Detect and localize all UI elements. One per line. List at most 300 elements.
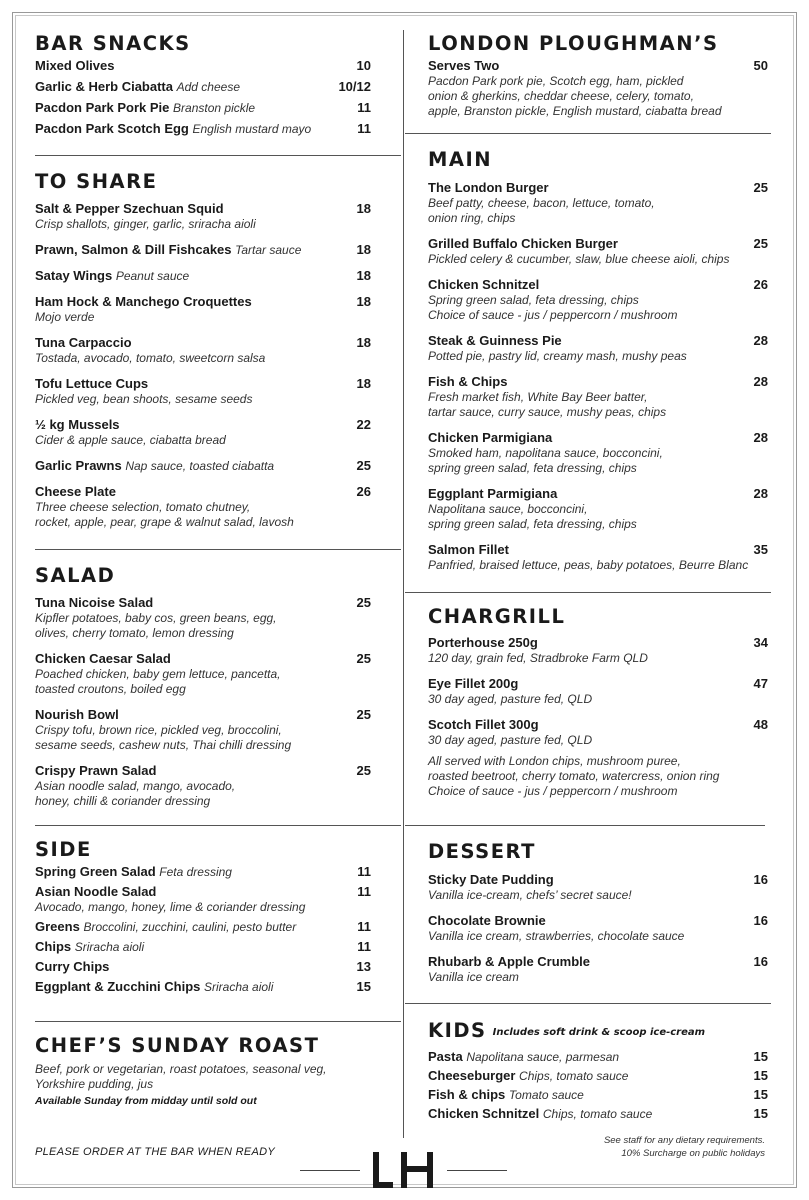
- item-description: apple, Branston pickle, English mustard, ciabatta bread: [428, 104, 722, 118]
- chargrill-note-line: roasted beetroot, cherry tomato, watercress, onion ring: [428, 769, 720, 783]
- item-name: Sticky Date Pudding: [428, 872, 554, 887]
- item-name: Garlic Prawns: [35, 458, 122, 473]
- order-at-bar-note: PLEASE ORDER AT THE BAR WHEN READY: [35, 1146, 276, 1158]
- item-inline-description: Nap sauce, toasted ciabatta: [125, 459, 275, 473]
- item-price: 22: [356, 417, 371, 432]
- item-title: [428, 236, 618, 252]
- item-title: [428, 1106, 652, 1122]
- item-row: [428, 913, 768, 929]
- item-row: [35, 959, 371, 975]
- item-description: spring green salad, feta dressing, chips: [428, 517, 637, 531]
- item-name: Chicken Schnitzel: [428, 1106, 540, 1121]
- item-title: [35, 939, 144, 955]
- section-title: TO SHARE: [35, 170, 158, 193]
- item-row: [35, 919, 371, 935]
- item-inline-description: Feta dressing: [159, 865, 232, 879]
- kids-subtitle: Includes soft drink & scoop ice-cream: [492, 1027, 706, 1038]
- item-title: [428, 374, 507, 390]
- menu-item: [35, 376, 371, 407]
- menu-item: [428, 486, 768, 532]
- item-name: Ham Hock & Manchego Croquettes: [35, 294, 252, 309]
- menu-item: [428, 277, 768, 323]
- item-row: [428, 1068, 768, 1084]
- item-price: 16: [753, 872, 768, 887]
- item-price: 10: [356, 58, 371, 73]
- item-row: [35, 100, 371, 116]
- item-name: Fish & chips: [428, 1087, 506, 1102]
- menu-item: [428, 717, 768, 748]
- chargrill-note-line: All served with London chips, mushroom puree,: [428, 754, 681, 768]
- item-name: Pasta: [428, 1049, 463, 1064]
- item-inline-description: Peanut sauce: [115, 269, 190, 283]
- item-description: Poached chicken, baby gem lettuce, pancetta,: [35, 667, 281, 681]
- dessert-section: [428, 840, 768, 985]
- item-price: 11: [357, 100, 371, 115]
- item-description: Beef patty, cheese, bacon, lettuce, tomato,: [428, 196, 655, 210]
- item-title: [428, 1068, 628, 1084]
- menu-item: [35, 100, 371, 116]
- item-price: 18: [356, 376, 371, 391]
- side-section: [35, 838, 371, 995]
- item-name: Chocolate Brownie: [428, 913, 546, 928]
- dessert-list: [428, 872, 768, 985]
- menu-item: [35, 864, 371, 880]
- item-price: 48: [753, 717, 768, 732]
- salad-list: [35, 595, 371, 809]
- item-name: Cheese Plate: [35, 484, 116, 499]
- item-price: 25: [753, 180, 768, 195]
- item-title: [35, 979, 273, 995]
- menu-item: [35, 294, 371, 325]
- item-title: [428, 635, 538, 651]
- item-title: [428, 676, 518, 692]
- menu-item: [428, 1049, 768, 1065]
- divider-line: [35, 825, 401, 826]
- item-title: [35, 294, 252, 310]
- item-name: Cheeseburger: [428, 1068, 516, 1083]
- item-row: [428, 180, 768, 196]
- item-name: Scotch Fillet 300g: [428, 717, 539, 732]
- divider-line: [35, 1021, 401, 1022]
- item-row: [35, 201, 371, 217]
- section-title: LONDON PLOUGHMAN’S: [428, 32, 719, 55]
- item-row: [35, 121, 371, 137]
- item-row: [428, 676, 768, 692]
- item-name: Grilled Buffalo Chicken Burger: [428, 236, 618, 251]
- item-price: 34: [753, 635, 768, 650]
- item-row: [35, 651, 371, 667]
- item-row: [428, 236, 768, 252]
- item-price: 18: [356, 268, 371, 283]
- menu-item: [35, 458, 371, 474]
- item-price: 11: [357, 121, 371, 136]
- item-title: [428, 542, 509, 558]
- item-row: [35, 884, 371, 900]
- menu-item: [428, 1068, 768, 1084]
- kids-list: [428, 1049, 768, 1122]
- divider-line: [405, 592, 771, 593]
- item-price: 18: [356, 294, 371, 309]
- item-price: 18: [356, 335, 371, 350]
- item-description: 30 day aged, pasture fed, QLD: [428, 733, 593, 747]
- item-title: [428, 333, 562, 349]
- item-description: Vanilla ice cream: [428, 970, 519, 984]
- roast-availability: Available Sunday from midday until sold out: [35, 1095, 257, 1107]
- section-title: CHEF’S SUNDAY ROAST: [35, 1034, 320, 1057]
- divider-line: [405, 825, 765, 826]
- roast-description-line: Yorkshire pudding, jus: [35, 1077, 154, 1091]
- item-name: Garlic & Herb Ciabatta: [35, 79, 173, 94]
- item-title: [428, 180, 549, 196]
- item-description: Pickled celery & cucumber, slaw, blue cheese aioli, chips: [428, 252, 730, 266]
- item-name: Chicken Parmigiana: [428, 430, 553, 445]
- menu-item: [428, 430, 768, 476]
- item-price: 25: [356, 458, 371, 473]
- item-title: [35, 959, 109, 975]
- item-row: [35, 939, 371, 955]
- item-description: olives, cherry tomato, lemon dressing: [35, 626, 234, 640]
- item-price: 35: [753, 542, 768, 557]
- item-price: 25: [356, 651, 371, 666]
- menu-item: [35, 979, 371, 995]
- chargrill-list: [428, 635, 768, 748]
- item-row: [35, 417, 371, 433]
- surcharge-note: 10% Surcharge on public holidays: [621, 1148, 765, 1159]
- item-title: [35, 864, 232, 880]
- section-title: [428, 1019, 768, 1045]
- item-price: 26: [356, 484, 371, 499]
- section-title: DESSERT: [428, 840, 536, 863]
- item-row: [428, 430, 768, 446]
- item-row: [428, 1106, 768, 1122]
- item-price: 11: [357, 919, 371, 934]
- item-price: 15: [356, 979, 371, 994]
- item-title: [35, 376, 148, 392]
- main-section: [428, 148, 768, 573]
- item-name: Spring Green Salad: [35, 864, 156, 879]
- item-inline-description: Tomato sauce: [508, 1088, 584, 1102]
- kids-section: [428, 1019, 768, 1122]
- item-description: Potted pie, pastry lid, creamy mash, mushy peas: [428, 349, 687, 363]
- item-title: [428, 1087, 584, 1103]
- menu-item: [35, 959, 371, 975]
- item-price: 15: [753, 1068, 768, 1083]
- item-row: [35, 484, 371, 500]
- item-description: Napolitana sauce, bocconcini,: [428, 502, 588, 516]
- item-row: [35, 707, 371, 723]
- item-title: [35, 100, 255, 116]
- item-description: Mojo verde: [35, 310, 95, 324]
- item-name: Greens: [35, 919, 80, 934]
- item-inline-description: Chips, tomato sauce: [519, 1069, 629, 1083]
- item-name: Rhubarb & Apple Crumble: [428, 954, 591, 969]
- item-name: Tofu Lettuce Cups: [35, 376, 149, 391]
- menu-item: [428, 954, 768, 985]
- section-title: SALAD: [35, 564, 116, 587]
- item-name: ½ kg Mussels: [35, 417, 120, 432]
- ploughman-section: [428, 32, 768, 119]
- item-name: Eggplant Parmigiana: [428, 486, 558, 501]
- item-name: Fish & Chips: [428, 374, 508, 389]
- roast-description: [35, 1062, 371, 1092]
- menu-item: [35, 484, 371, 530]
- dietary-note: See staff for any dietary requirements.: [603, 1135, 765, 1146]
- item-price: 28: [753, 430, 768, 445]
- item-description: Smoked ham, napolitana sauce, bocconcini,: [428, 446, 663, 460]
- item-inline-description: Add cheese: [176, 80, 241, 94]
- menu-item: [35, 417, 371, 448]
- main-list: [428, 180, 768, 573]
- item-row: [35, 335, 371, 351]
- item-description: Vanilla ice cream, strawberries, chocolate sauce: [428, 929, 685, 943]
- chargrill-note: [428, 754, 768, 799]
- item-title: [35, 919, 296, 935]
- sunday-roast-section: [35, 1034, 371, 1109]
- item-description: 120 day, grain fed, Stradbroke Farm QLD: [428, 651, 648, 665]
- item-title: [35, 335, 132, 351]
- menu-item: [428, 542, 768, 573]
- salad-section: [35, 564, 371, 809]
- chargrill-section: [428, 605, 768, 799]
- item-name: Eye Fillet 200g: [428, 676, 519, 691]
- item-title: [35, 884, 156, 900]
- item-name: Chicken Caesar Salad: [35, 651, 171, 666]
- item-title: [428, 913, 546, 929]
- item-name: Salt & Pepper Szechuan Squid: [35, 201, 224, 216]
- item-description: Spring green salad, feta dressing, chips: [428, 293, 639, 307]
- item-description: 30 day aged, pasture fed, QLD: [428, 692, 593, 706]
- to-share-section: [35, 170, 371, 530]
- item-row: [428, 486, 768, 502]
- item-name: Curry Chips: [35, 959, 110, 974]
- item-price: 25: [356, 595, 371, 610]
- item-name: Chicken Schnitzel: [428, 277, 540, 292]
- item-description: sesame seeds, cashew nuts, Thai chilli dressing: [35, 738, 292, 752]
- section-title: CHARGRILL: [428, 605, 566, 628]
- item-price: 10/12: [338, 79, 371, 94]
- item-description: Tostada, avocado, tomato, sweetcorn salsa: [35, 351, 266, 365]
- item-inline-description: English mustard mayo: [192, 122, 312, 136]
- menu-item: [35, 707, 371, 753]
- item-row: [428, 374, 768, 390]
- item-price: 16: [753, 954, 768, 969]
- chargrill-note-line: Choice of sauce - jus / peppercorn / mushroom: [428, 784, 678, 798]
- item-title: [35, 268, 189, 284]
- item-price: 13: [356, 959, 371, 974]
- item-row: [35, 595, 371, 611]
- item-description: tartar sauce, curry sauce, mushy peas, chips: [428, 405, 667, 419]
- item-row: [35, 268, 371, 284]
- item-inline-description: Napolitana sauce, parmesan: [466, 1050, 620, 1064]
- item-price: 16: [753, 913, 768, 928]
- menu-item: [428, 1087, 768, 1103]
- item-name: Mixed Olives: [35, 58, 115, 73]
- item-title: [428, 430, 552, 446]
- item-description: onion ring, chips: [428, 211, 516, 225]
- menu-item: [428, 58, 768, 119]
- item-name: Tuna Nicoise Salad: [35, 595, 154, 610]
- item-price: 25: [356, 707, 371, 722]
- item-row: [35, 294, 371, 310]
- item-price: 11: [357, 864, 371, 879]
- item-price: 15: [753, 1106, 768, 1121]
- item-description: Avocado, mango, honey, lime & coriander dressing: [35, 900, 306, 914]
- item-title: [428, 717, 539, 733]
- item-inline-description: Sriracha aioli: [204, 980, 274, 994]
- item-description: Three cheese selection, tomato chutney,: [35, 500, 251, 514]
- item-description: honey, chilli & coriander dressing: [35, 794, 211, 808]
- item-row: [35, 864, 371, 880]
- divider-line: [405, 1003, 771, 1004]
- menu-item: [428, 236, 768, 267]
- menu-item: [428, 635, 768, 666]
- item-description: Vanilla ice-cream, chefs’ secret sauce!: [428, 888, 632, 902]
- column-divider: [403, 30, 404, 1138]
- item-name: The London Burger: [428, 180, 549, 195]
- menu-item: [35, 595, 371, 641]
- item-title: [428, 872, 554, 888]
- menu-item: [35, 651, 371, 697]
- bar-snacks-section: [35, 32, 371, 137]
- item-description: Crispy tofu, brown rice, pickled veg, broccolini,: [35, 723, 282, 737]
- item-row: [35, 376, 371, 392]
- section-title: SIDE: [35, 838, 92, 861]
- menu-item: [35, 939, 371, 955]
- lh-monogram-logo: [371, 1150, 437, 1190]
- item-inline-description: Chips, tomato sauce: [542, 1107, 653, 1121]
- item-title: [428, 954, 590, 970]
- item-row: [428, 954, 768, 970]
- item-name: Asian Noodle Salad: [35, 884, 157, 899]
- divider-line: [35, 549, 401, 550]
- item-description: rocket, apple, pear, grape & walnut salad, lavosh: [35, 515, 294, 529]
- menu-item: [35, 201, 371, 232]
- item-name: Nourish Bowl: [35, 707, 119, 722]
- item-description: Pickled veg, bean shoots, sesame seeds: [35, 392, 253, 406]
- logo-rule-left: [300, 1170, 360, 1171]
- menu-item: [35, 121, 371, 137]
- item-title: [35, 595, 153, 611]
- menu-item: [35, 58, 371, 74]
- item-title: [35, 763, 156, 779]
- menu-item: [428, 333, 768, 364]
- divider-line: [35, 155, 401, 156]
- bar-snacks-list: [35, 58, 371, 137]
- menu-item: [35, 335, 371, 366]
- item-title: [35, 417, 120, 433]
- divider-line: [405, 133, 771, 134]
- item-row: [428, 872, 768, 888]
- item-name: Chips: [35, 939, 72, 954]
- menu-item: [35, 763, 371, 809]
- side-list: [35, 864, 371, 995]
- item-name: Pacdon Park Pork Pie: [35, 100, 170, 115]
- item-inline-description: Sriracha aioli: [74, 940, 145, 954]
- item-row: [35, 458, 371, 474]
- item-price: 15: [753, 1087, 768, 1102]
- item-row: [35, 242, 371, 258]
- item-description: Pacdon Park pork pie, Scotch egg, ham, pickled: [428, 74, 684, 88]
- item-price: 28: [753, 486, 768, 501]
- item-price: 11: [357, 939, 371, 954]
- item-description: [428, 74, 768, 119]
- menu-item: [428, 1106, 768, 1122]
- item-price: 26: [753, 277, 768, 292]
- logo-rule-right: [447, 1170, 507, 1171]
- item-title: [35, 58, 114, 74]
- item-title: [428, 1049, 619, 1065]
- item-row: [428, 277, 768, 293]
- item-name: Crispy Prawn Salad: [35, 763, 157, 778]
- item-price: 50: [753, 58, 768, 73]
- item-price: 47: [753, 676, 768, 691]
- item-row: [428, 1049, 768, 1065]
- menu-item: [428, 374, 768, 420]
- menu-item: [35, 79, 371, 95]
- item-price: 18: [356, 242, 371, 257]
- item-title: [428, 486, 557, 502]
- item-name: Serves Two: [428, 58, 500, 73]
- item-row: [35, 58, 371, 74]
- item-name: Eggplant & Zucchini Chips: [35, 979, 201, 994]
- item-description: spring green salad, feta dressing, chips: [428, 461, 637, 475]
- item-name: Satay Wings: [35, 268, 113, 283]
- item-price: 11: [357, 884, 371, 899]
- item-name: Steak & Guinness Pie: [428, 333, 562, 348]
- section-title: MAIN: [428, 148, 493, 171]
- item-name: Prawn, Salmon & Dill Fishcakes: [35, 242, 232, 257]
- item-title: [35, 201, 224, 217]
- item-description: Panfried, braised lettuce, peas, baby potatoes, Beurre Blanc: [428, 558, 749, 572]
- item-inline-description: Branston pickle: [173, 101, 256, 115]
- roast-description-line: Beef, pork or vegetarian, roast potatoes, seasonal veg,: [35, 1062, 327, 1076]
- menu-item: [35, 884, 371, 915]
- item-description: Choice of sauce - jus / peppercorn / mushroom: [428, 308, 678, 322]
- menu-item: [428, 676, 768, 707]
- kids-title: KIDS: [428, 1019, 487, 1042]
- item-row: [428, 717, 768, 733]
- item-row: [35, 763, 371, 779]
- item-title: [35, 707, 119, 723]
- menu-item: [428, 180, 768, 226]
- item-title: [35, 484, 116, 500]
- item-price: 28: [753, 333, 768, 348]
- item-title: [35, 458, 274, 474]
- to-share-list: [35, 201, 371, 530]
- item-name: Porterhouse 250g: [428, 635, 538, 650]
- item-title: [35, 121, 311, 137]
- menu-item: [428, 872, 768, 903]
- item-title: [35, 79, 240, 95]
- item-name: Tuna Carpaccio: [35, 335, 132, 350]
- footer-notes: [604, 1134, 765, 1160]
- item-name: Pacdon Park Scotch Egg: [35, 121, 189, 136]
- item-description: Cider & apple sauce, ciabatta bread: [35, 433, 226, 447]
- item-description: Crisp shallots, ginger, garlic, sriracha aioli: [35, 217, 256, 231]
- item-title: [428, 277, 539, 293]
- item-price: 15: [753, 1049, 768, 1064]
- section-title: BAR SNACKS: [35, 32, 191, 55]
- item-row: [428, 542, 768, 558]
- item-title: [35, 651, 171, 667]
- item-row: [428, 1087, 768, 1103]
- item-price: 25: [753, 236, 768, 251]
- item-price: 25: [356, 763, 371, 778]
- item-row: [35, 979, 371, 995]
- item-price: 28: [753, 374, 768, 389]
- item-inline-description: Tartar sauce: [235, 243, 302, 257]
- item-description: Kipfler potatoes, baby cos, green beans, egg,: [35, 611, 277, 625]
